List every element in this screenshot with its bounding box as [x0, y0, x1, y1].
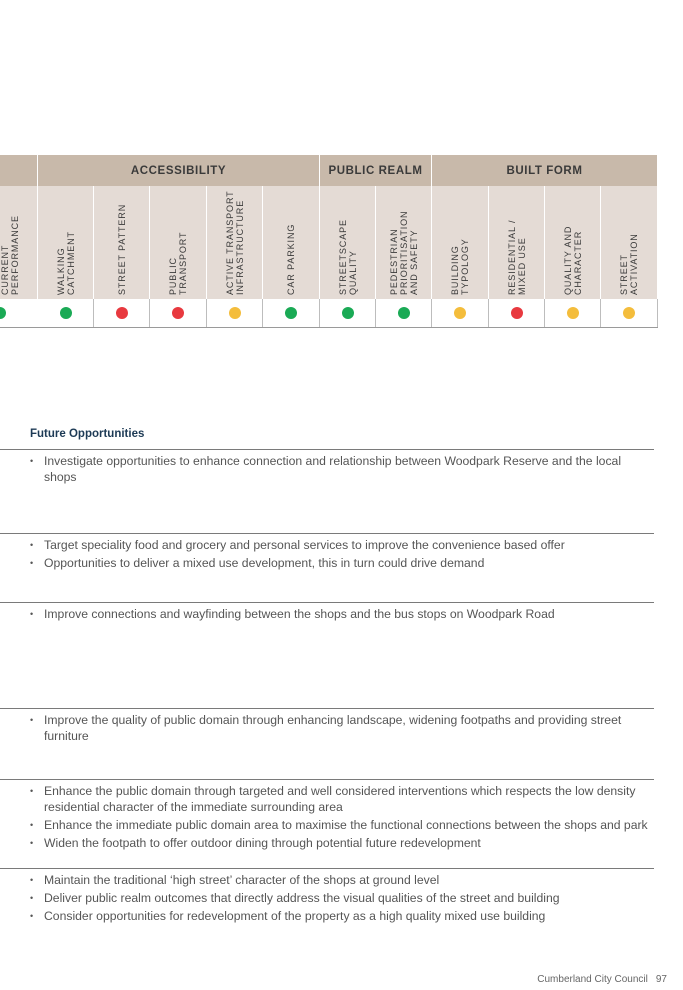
opportunity-list: [30, 537, 654, 573]
assessment-table: [0, 155, 658, 328]
category-header-row: [0, 155, 658, 186]
opportunity-section: [0, 449, 654, 534]
opportunity-section: [0, 708, 654, 780]
criterion-label: PUBLIC TRANSPORT: [168, 231, 188, 295]
criterion-label: QUALITY AND CHARACTER: [562, 225, 583, 295]
criterion-header: [320, 186, 376, 299]
criterion-header: [94, 186, 150, 299]
future-opportunities-title: Future Opportunities: [30, 428, 145, 440]
page-footer: [537, 974, 667, 985]
opportunity-list: [30, 453, 654, 487]
page-number: 97: [655, 974, 667, 985]
rating-cell: [320, 299, 376, 327]
rating-cell: [150, 299, 207, 327]
rating-cell: [489, 299, 545, 327]
criterion-header: [545, 186, 601, 299]
rating-cell: [94, 299, 150, 327]
opportunity-item: • Opportunities to deliver a mixed use development, this in turn could drive demand: [30, 555, 654, 571]
opportunity-section: [0, 868, 654, 939]
rating-dot-green: [60, 307, 72, 319]
criterion-label: RESIDENTIAL / MIXED USE: [506, 219, 527, 295]
opportunity-item: • Enhance the immediate public domain area to maximise the functional connections between the shops and park: [30, 817, 654, 833]
criterion-label: CURRENT PERFORMANCE: [0, 215, 20, 295]
category-header: PUBLIC REALM: [320, 155, 432, 186]
category-header: [0, 155, 38, 186]
rating-dot-amber: [229, 307, 241, 319]
category-header: BUILT FORM: [432, 155, 658, 186]
rating-dot-green: [342, 307, 354, 319]
opportunity-item: • Target speciality food and grocery and personal services to improve the convenience based offer: [30, 537, 654, 553]
rating-cell: [38, 299, 94, 327]
criterion-header: [432, 186, 489, 299]
criterion-header: [263, 186, 320, 299]
rating-dot-red: [172, 307, 184, 319]
rating-cell: [432, 299, 489, 327]
criterion-label: ACTIVE TRANSPORT INFRASTRUCTURE: [224, 190, 245, 295]
criterion-header: [150, 186, 207, 299]
rating-dot-green: [398, 307, 410, 319]
criterion-label: CAR PARKING: [286, 223, 296, 295]
criterion-header: [207, 186, 263, 299]
criterion-label: WALKING CATCHMENT: [55, 231, 76, 295]
rating-cell: [376, 299, 432, 327]
criterion-label: STREET ACTIVATION: [619, 233, 639, 295]
criterion-header: [601, 186, 658, 299]
rating-row: [0, 299, 658, 328]
opportunity-item: • Improve the quality of public domain through enhancing landscape, widening footpaths and providing street furniture: [30, 712, 654, 744]
rating-dot-amber: [623, 307, 635, 319]
criterion-header: [0, 186, 38, 299]
opportunity-item: • Improve connections and wayfinding between the shops and the bus stops on Woodpark Road: [30, 606, 654, 622]
opportunity-item: • Maintain the traditional ‘high street’ character of the shops at ground level: [30, 872, 654, 888]
criterion-label: PEDESTRIAN PRIORITISATION AND SAFETY: [388, 210, 419, 295]
rating-dot-amber: [454, 307, 466, 319]
rating-cell: [601, 299, 658, 327]
rating-dot-green: [0, 307, 6, 319]
criteria-header-row: [0, 186, 658, 299]
rating-cell: [263, 299, 320, 327]
rating-dot-red: [116, 307, 128, 319]
rating-dot-red: [511, 307, 523, 319]
opportunity-section: [0, 779, 654, 869]
criterion-header: [38, 186, 94, 299]
opportunity-section: [0, 533, 654, 603]
criterion-label: STREETSCAPE QUALITY: [337, 219, 358, 295]
opportunity-list: [30, 606, 654, 624]
criterion-label: STREET PATTERN: [116, 203, 127, 295]
opportunity-section: [0, 602, 654, 709]
opportunity-item: • Deliver public realm outcomes that directly address the visual qualities of the street and building: [30, 890, 654, 906]
footer-org: Cumberland City Council: [537, 974, 648, 985]
category-header: ACCESSIBILITY: [38, 155, 320, 186]
criterion-header: [489, 186, 545, 299]
rating-cell: [545, 299, 601, 327]
opportunity-list: [30, 712, 654, 746]
criterion-label: BUILDING TYPOLOGY: [450, 238, 470, 295]
rating-dot-amber: [567, 307, 579, 319]
rating-dot-green: [285, 307, 297, 319]
opportunity-item: • Investigate opportunities to enhance connection and relationship between Woodpark Reserve and the local shops: [30, 453, 654, 485]
opportunity-list: [30, 783, 654, 853]
opportunity-item: • Widen the footpath to offer outdoor dining through potential future redevelopment: [30, 835, 654, 851]
opportunity-item: • Consider opportunities for redevelopment of the property as a high quality mixed use building: [30, 908, 654, 924]
rating-cell: [207, 299, 263, 327]
opportunity-item: • Enhance the public domain through targeted and well considered interventions which respects the low density residential character of the immediate surrounding area: [30, 783, 654, 815]
opportunity-list: [30, 872, 654, 926]
criterion-header: [376, 186, 432, 299]
